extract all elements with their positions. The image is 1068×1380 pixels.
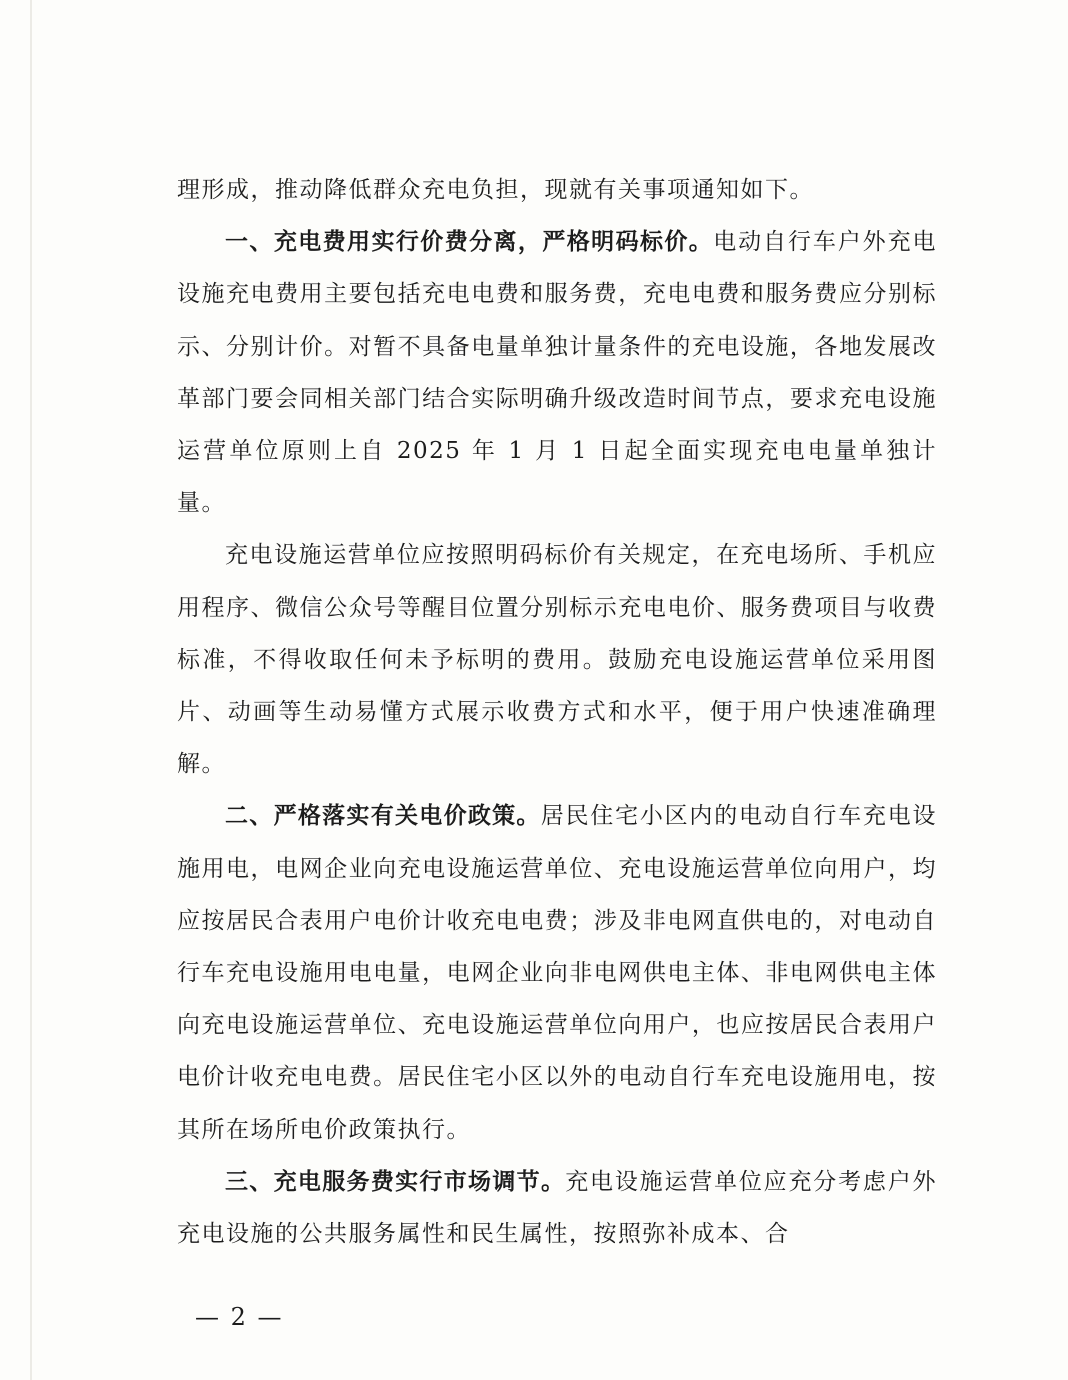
paragraph-text: 电动自行车户外充电设施充电费用主要包括充电电费和服务费，充电电费和服务费应分别标示、分别计价。对暂不具备电量单独计量条件的充电设施，各地发展改革部门要会同相关部门结合实际明确升级改造时间节点，要求充电设施运营单位原则上自 2025 年 1 月 1 日起全面实现充电电量单独计量。 bbox=[177, 229, 938, 517]
page-number: — 2 — bbox=[195, 1303, 284, 1331]
paragraph-text: 充电设施运营单位应充分考虑户外充电设施的公共服务属性和民生属性，按照弥补成本、合 bbox=[177, 1168, 938, 1248]
paragraph-intro-continuation bbox=[177, 164, 937, 216]
paragraph-text: 居民住宅小区内的电动自行车充电设施用电，电网企业向充电设施运营单位、充电设施运营单位向用户，均应按居民合表用户电价计收充电电费；涉及非电网直供电的，对电动自行车充电设施用电电量，电网企业向非电网供电主体、非电网供电主体向充电设施运营单位、充电设施运营单位向用户，也应按居民合表用户电价计收充电电费。居民住宅小区以外的电动自行车充电设施用电，按其所在场所电价政策执行。 bbox=[177, 803, 938, 1143]
paragraph-section-1-detail bbox=[177, 529, 937, 790]
paragraph-text: 理形成，推动降低群众充电负担，现就有关事项通知如下。 bbox=[177, 177, 814, 203]
scan-page-edge bbox=[30, 0, 32, 1380]
paragraph-section-1 bbox=[177, 216, 937, 529]
paragraph-text: 充电设施运营单位应按照明码标价有关规定，在充电场所、手机应用程序、微信公众号等醒目位置分别标示充电电价、服务费项目与收费标准，不得收取任何未予标明的费用。鼓励充电设施运营单位采用图片、动画等生动易懂方式展示收费方式和水平，便于用户快速准确理解。 bbox=[177, 542, 937, 778]
section-heading-2: 二、严格落实有关电价政策。 bbox=[225, 803, 541, 830]
document-body bbox=[177, 164, 937, 1260]
paragraph-section-3 bbox=[177, 1156, 937, 1260]
section-heading-1: 一、充电费用实行价费分离，严格明码标价。 bbox=[225, 229, 714, 256]
section-heading-3: 三、充电服务费实行市场调节。 bbox=[225, 1168, 566, 1195]
paragraph-section-2 bbox=[177, 790, 937, 1155]
